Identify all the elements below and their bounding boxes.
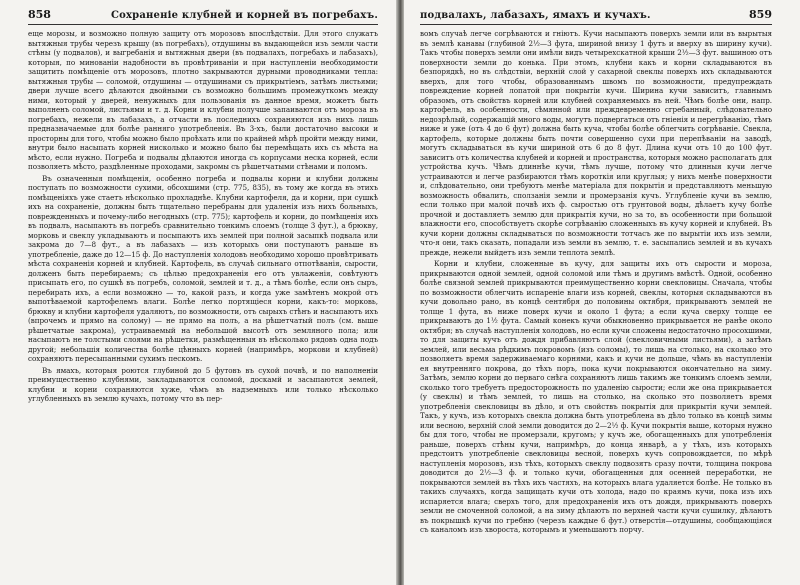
body-text-right [420, 29, 772, 535]
right-page [404, 0, 800, 585]
paragraph: Въ означенныя помѣщенія, особенно погреба и подвалы корни и клубни должны поступать по возможности сухими, обсохшими (стр. 775, 835), въ тому же когда въ этихъ помѣщеніяхъ уже стаетъ нѣсколько прохладнѣе. Клубни картофеля, да и корни, при сушкѣ ихъ на сохраненіе, должны быть тщательно перебраны для удаленія изъ нихъ больныхъ, поврежденныхъ и почему-либо негодныхъ (стр. 775); картофель и корни, до помѣщенія ихъ въ подвалъ, насыпаютъ въ погребъ сравнительно тонкимъ слоемъ (толще 3 фут.), а брюкву, морковь и свеклу укладываютъ и посыпаютъ ихъ землей при полной засыпкѣ подвала или закрома до 7—8 фут., а въ лабазахъ — изъ которыхъ они поступаютъ раньше въ употребленіе, даже до 12—15 ф. До наступленія холодовъ необходимо хорошо провѣтривать мѣста сохраненія корней и клубней. Картофель, въ случаѣ сильнаго отпотѣванія, сырости, долженъ быть перебираемъ; съ цѣлью предохраненія его отъ увлаженія, совѣтуютъ присыпать его, по сушкѣ въ погребъ, соломой, землей и т. д., а тѣмъ болѣе, если онъ сыръ, перебирать ихъ, а если возможно — то, какой разъ, и когда уже замѣтенъ мокрой отъ выпотѣваемой картофелемъ влаги. Болѣе легко портящіеся корни, какъ-то: морковь, брюкву и клубни картофеля удаляютъ, по возможности, отъ сырыхъ стѣнъ и насыпаютъ ихъ (впрочемъ и прямо на солому) — не прямо на полъ, а на рѣшетчатый полъ (см. выше рѣшетчатые закрома), устраиваемый на небольшой высотѣ отъ земляного пола; или насыпаютъ не толстыми слоями на рѣшетки, размѣщенныя въ нѣсколько рядовъ одна подъ другой; небольшія количества болѣе цѣнныхъ корней (напримѣръ, моркови и клубней) сохраняютъ пересыпанными сухимъ пескомъ. [28, 173, 378, 363]
running-title: Сохраненіе клубней и корней въ погребахъ. [110, 10, 378, 21]
left-page [0, 0, 396, 585]
page-number: 858 [28, 8, 51, 21]
running-title: подвалахъ, лабазахъ, ямахъ и кучахъ. [420, 10, 651, 21]
paragraph: еще морозы, и возможно полную защиту отъ морозовъ впослѣдствіи. Для этого служатъ вытяжныя трубы черезъ крышу (въ погребахъ), отдушины въ выдающейся изъ земли части стѣны (у подвалов), и выгребанія и вытяжныя двери (въ подвалахъ, погребахъ и лабазахъ), которыя, по минованіи надобности въ провѣтриваніи и при наступленіи необходимости защитить помѣщеніе отъ морозовъ, плотно закрываются дурными проводниками тепла: вытяжныя трубы — соломой, отдушины — отдушинами съ прикрытіемъ, затѣмъ листьями; двери лучше всего дѣлаются двойными съ возможно большимъ промежуткомъ между ними, который у дверей, ненужныхъ для пользованія въ данное время, можетъ быть выполненъ соломой, листьями и т. д. Корни и клубни получше запаиваются отъ мороза въ погребахъ, нежели въ лабазахъ, а отчасти въ последнихъ сохраняются изъ нихъ лишь предназначаемые для болѣе ранняго употребленія. Въ 3-хъ, были достаточно высоки и просторны для того, чтобы можно было проѣхать или по крайней мѣрѣ пройти между ними, внутри было насыпать корней нисколько и можно было бы перемѣщать ихъ съ мѣста на мѣсто, если нужно. Погреба и подвалы дѣлаются иногда съ корпусами неска корней, если позволяетъ мѣсто, раздѣленные проходами, закромы съ рѣшетчатыми стѣнами и поломъ. [28, 29, 378, 171]
paragraph: Корни и клубни, сложенные въ кучу, для защиты ихъ отъ сырости и мороза, прикрываются одной землей, одной соломой или тѣмъ и другимъ вмѣстѣ. Одной, особенно болѣе связной землей прикрываются преимущественно корни свекловицы. Сначала, чтобы по возможности облегчить испареніе влаги изъ корней, свеклы, которыя складываются въ кучи довольно рано, въ концѣ сентября до половины октября, прикрываютъ землей не толще 1 фута, въ ниже поверх кучи и около 1 фута; а если куча сверху толще ее прикрываютъ до 1½ фута. Самый конекъ кучи обыкновенно прикрывается не ранѣе около октября; въ случаѣ наступленія холодовъ, но если кучи сложены недостаточно просохшими, то для защиты кучъ отъ дождя прибавляютъ слой (свекловичными листьями), а затѣмъ землей, или весьма рѣдкимъ покровомъ (изъ соломы), то лишь на столько, на сколько это позволяетъ время задерживаемаго корнями, какъ и кучи не дольше, чѣмъ въ наступленіи ея внутренняго покрова, до тѣхъ поръ, пока кучи покрываются окончательно на зиму. Затѣмъ, землю корни до перваго снѣга сохраняютъ лишь такимъ же тонкимъ слоемъ земли, сколько того требуетъ предосторожность по удаленію сырости; если же она прикрывается (у свеклы) и тѣмъ землей, то лишь на столько, на сколько это позволяетъ время употребленія свекловицы въ дѣло, и отъ свойствъ покрытія для прикрытія кучи землей. Такъ, у кучъ, изъ которыхъ свекла должна быть употреблена въ дѣло только въ концѣ зимы или весною, верхній слой земли доводится до 2—2½ ф. Кучи покрытія выше, которыя нужно бы для того, чтобы не промерзали, кругомъ; у кучъ же, обогащенныхъ для употребленія раньше, поверхъ стѣны кучи, напримѣръ, до конца январѣ, а у тѣхъ, изъ которыхъ предстоитъ употребленіе свекловицы весной, поверхъ кучъ сопровождается, по мѣрѣ наступленія морозовъ, изъ тѣхъ, которыхъ свеклу подвозятъ сразу почти, толщина покрова доводится до 2½—3 ф. и только кучи, обогащенныя для осенней переработки, не покрываются землей въ тѣхъ ихъ частяхъ, на которыхъ влага удаляется болѣе. Не только въ такихъ случаяхъ, когда защищать кучи отъ холода, надо по краямъ кучи, пока изъ ихъ испаряется влага; сверхъ того, для предохраненія ихъ отъ дождя, прикрываютъ поверхъ земли не смоченной соломой, а на зиму дѣлаютъ по верхней части кучи сушилку, дѣлаютъ въ покрышкѣ кучи по гребню (черезъ каждые 6 фут.) отверстія—отдушины, сообщающіяся съ каналомъ изъ хвороста, которымъ и уменьшаютъ порчу. [420, 259, 772, 534]
page-header-left [28, 8, 378, 25]
page-number: 859 [749, 8, 772, 21]
body-text-left [28, 29, 378, 404]
paragraph: Въ ямахъ, которыя роются глубиной до 5 футовъ въ сухой почвѣ, и по наполненіи преимущественно клубнями, закладываются соломой, доскамй и засыпаются землей, клубни и корни сохраняются хуже, чѣмъ въ надземныхъ или только нѣсколько углубленныхъ въ землю кучахъ, потому что въ пер- [28, 365, 378, 403]
book-spine [396, 0, 404, 585]
page-header-right [420, 8, 772, 25]
paragraph: вомъ случаѣ легче согрѣваются и гніютъ. Кучи насыпаютъ поверхъ земли или въ вырытыя въ землѣ канавы (глубиной 2½—3 фута, шириной внизу 1 футъ и вверху въ ширину кучи). Такъ чтобы поверхъ земли они имѣли видъ четырехскатной крыши 2½—3 фут. вышиною отъ поверхности земли до конька. При этомъ, клубни какъ и корни складываются въ безпорядкѣ, но въ слѣдствіи, верхній слой у сахарной свеклы поверхъ ихъ складываются вверхъ, для того чтобы, образованнымъ швомъ по возможности, предупреждать повреждение корней лопатой при покрытіи кучи. Ширина кучи зависитъ, главнымъ образомъ, отъ свойствъ корней или клубней сохраняемыхъ въ ней. Чѣмъ болѣе они, напр. картофель, въ особенности, сѣмянной или преждевременно сгребанный, слѣдовательно недозрѣлый, содержащій много воды, могутъ подвергаться отъ гніенія и перегрѣванію, тѣмъ ниже и уже (отъ 4 до 6 фут) должна быть куча, чтобы болѣе облегчить согрѣваніе. Свекла, картофель, которые должны быть почти совершенно сухи при перепѣваніи на заводѣ, могутъ складываться въ кучи шириной отъ 6 до 8 фут. Длина кучи отъ 10 до 100 фут. зависитъ отъ количества клубней и корней и пространства, которыя можно располагать для устройства кучъ. Чѣмъ длиннѣе кучи, тѣмъ лучше, потому что длинныя кучи легче устраиваются и легче разбираются тѣмъ короткія или круглыя; у нихъ менѣе поверхности и, слѣдовательно, они требуютъ менѣе матеріала для покрытія и представляютъ меньшую возможность обвалить, сползанія земли и промерзанія кучъ. Углубленіе кучи въ землю, если только при малой почвѣ ихъ ф. сыростью отъ грунтовой воды, дѣлаетъ кучу болѣе прочной и доставляетъ землю для прикрытія кучи, но за то, въ особенности при большой влажности его, способствуетъ скорѣе согрѣванію сложенныхъ въ кучу корней и клубней. Въ кучи корни должны складываться по возможности тотчасъ же по вырытіи ихъ изъ земли, что-я они, такъ сказать, попадали изъ земли въ землю, т. е. засыпались землей и въ кучахъ прежде, нежели выйдетъ изъ земли теплота землѣ. [420, 29, 772, 257]
